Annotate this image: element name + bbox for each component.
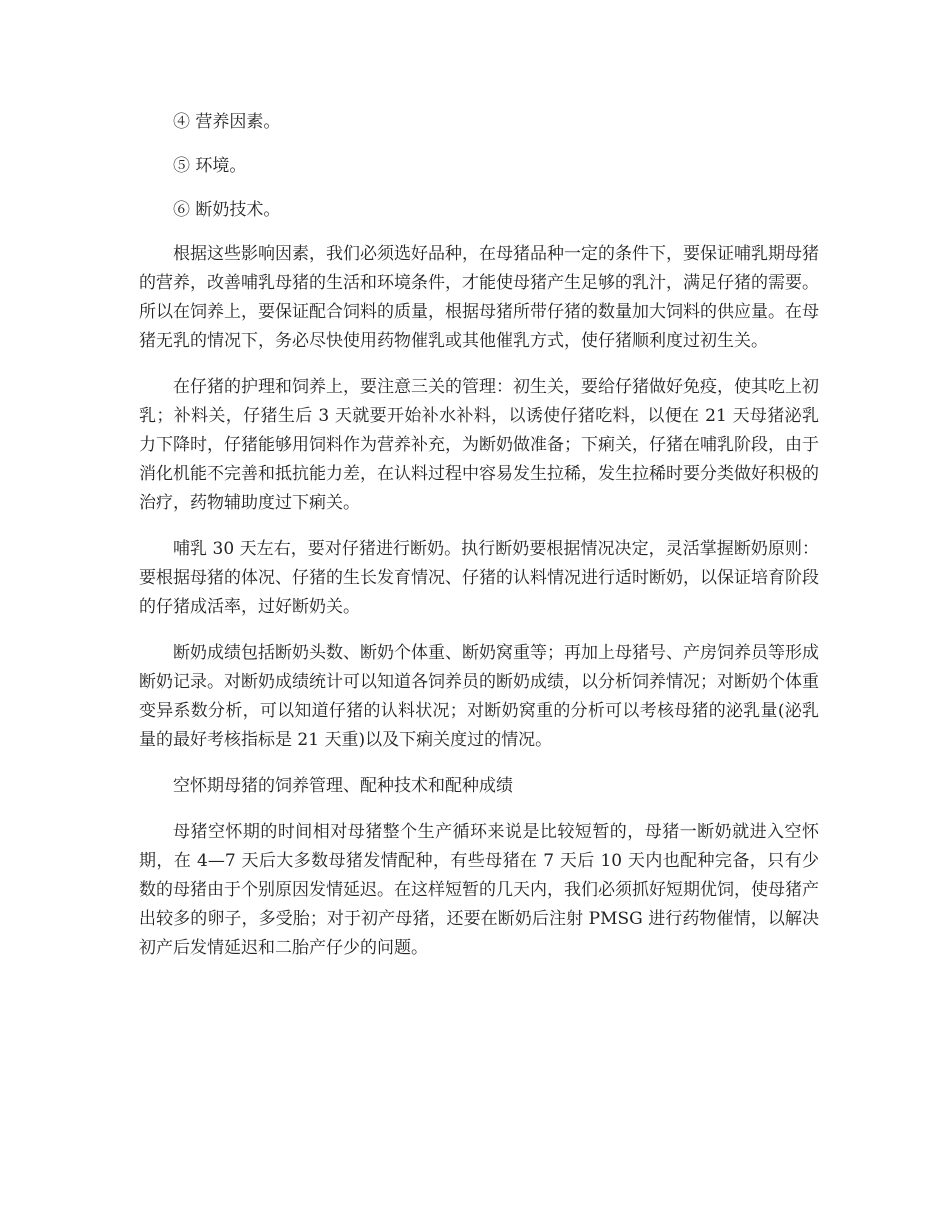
list-item-nutrition: ④ 营养因素。 [173,112,281,132]
paragraph-influencing-factors: 根据这些影响因素，我们必须选好品种，在母猪品种一定的条件下，要保证哺乳期母猪的营养，改善哺乳母猪的生活和环境条件，才能使母猪产生足够的乳汁，满足仔猪的需要。所以在饲养上，要保证配合饲料的质量，根据母猪所带仔猪的数量加大饲料的供应量。在母猪无乳的情况下，务必尽快使用药物催乳或其他催乳方式，使仔猪顺利度过初生关。 [139,244,819,351]
document-body [139,108,819,980]
list-item-weaning-technique: ⑥ 断奶技术。 [173,200,281,220]
section-heading: 空怀期母猪的饲养管理、配种技术和配种成绩 [173,776,513,796]
paragraph-weaning: 哺乳 30 天左右，要对仔猪进行断奶。执行断奶要根据情况决定，灵活掌握断奶原则：要根据母猪的体况、仔猪的生长发育情况、仔猪的认料情况进行适时断奶，以保证培育阶段的仔猪成活率，过好断奶关。 [139,539,819,617]
paragraph-empty-period: 母猪空怀期的时间相对母猪整个生产循环来说是比较短暂的，母猪一断奶就进入空怀期，在 4—7 天后大多数母猪发情配种，有些母猪在 7 天后 10 天内也配种完备，只有少数的母猪由于个别原因发情延迟。在这样短暂的几天内，我们必须抓好短期优饲，使母猪产出较多的卵子，多受胎；对于初产母猪，还要在断奶后注射 PMSG 进行药物催情，以解决初产后发情延迟和二胎产仔少的问题。 [139,822,819,958]
paragraph-weaning-records: 断奶成绩包括断奶头数、断奶个体重、断奶窝重等；再加上母猪号、产房饲养员等形成断奶记录。对断奶成绩统计可以知道各饲养员的断奶成绩，以分析饲养情况；对断奶个体重变异系数分析，可以知道仔猪的认料状况；对断奶窝重的分析可以考核母猪的泌乳量(泌乳量的最好考核指标是 21 天重)以及下痢关度过的情况。 [139,643,819,750]
paragraph-piglet-care: 在仔猪的护理和饲养上，要注意三关的管理：初生关，要给仔猪做好免疫，使其吃上初乳；补料关，仔猪生后 3 天就要开始补水补料，以诱使仔猪吃料，以便在 21 天母猪泌乳力下降时，仔猪能够用饲料作为营养补充，为断奶做准备；下痢关，仔猪在哺乳阶段，由于消化机能不完善和抵抗能力差，在认料过程中容易发生拉稀，发生拉稀时要分类做好积极的治疗，药物辅助度过下痢关。 [139,377,819,513]
list-item-environment: ⑤ 环境。 [173,156,247,176]
